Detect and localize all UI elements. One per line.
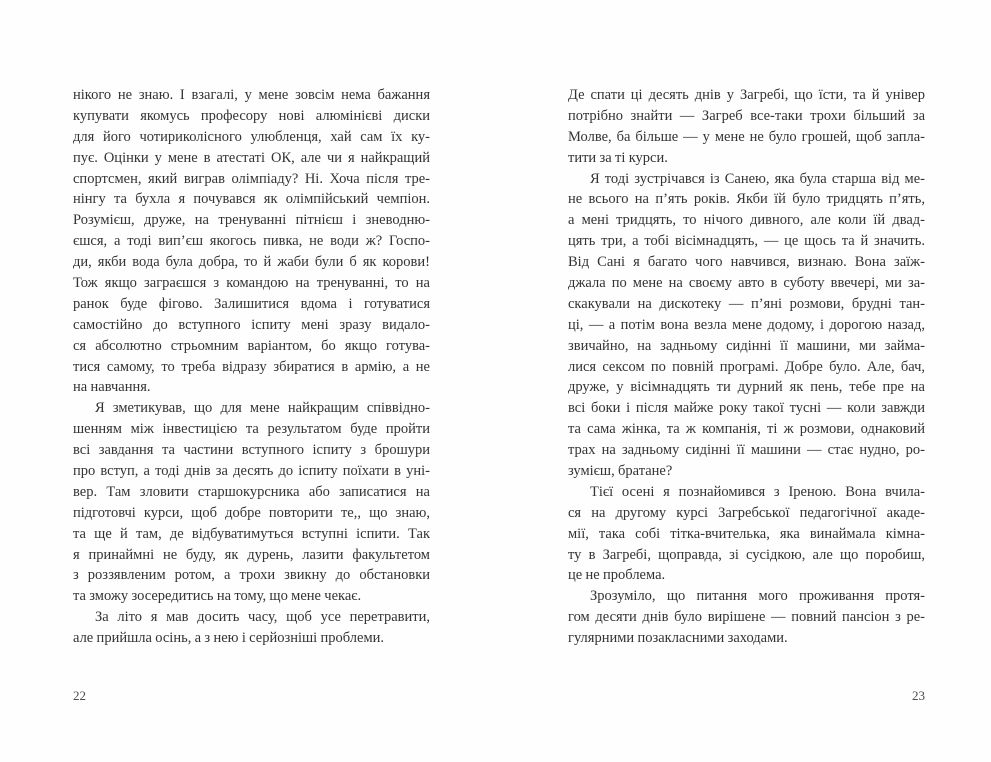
text-line: потрібно знайти — Загреб все-таки трохи більший за [568, 107, 925, 124]
text-line: ся на другому курсі Загребської педагогічної акаде- [568, 504, 925, 521]
text-line: тися самому, то треба відразу збиратися в армію, а не [73, 358, 430, 375]
text-line: Від Сані я багато чого навчився, визнаю. Вона заїж- [568, 254, 925, 271]
text-line: самостійно до вступного іспиту мені зразу видало- [73, 316, 430, 333]
page-number-right: 23 [912, 688, 925, 703]
text-line: я принаймні не буду, як дурень, лазити факультетом [73, 546, 430, 563]
text-line: Тієї осені я познайомився з Іреною. Вона вчила- [590, 483, 925, 500]
book-page-left-text [73, 85, 430, 649]
text-line: джала по мене на своєму авто в суботу ввечері, ми за- [568, 275, 925, 292]
text-line: а мені тридцять, то нічого дивного, але коли їй двад- [568, 212, 925, 229]
text-line: тити за ті курси. [568, 149, 668, 166]
text-line: ди, якби вода була добра, то й жаби були б як корови! [73, 254, 430, 271]
page-number-left: 22 [73, 688, 86, 703]
text-line: пує. Оцінки у мене в атестаті ОК, але чи я найкращий [73, 149, 430, 166]
text-line: єшся, а тоді вип’єш якогось пивка, не води ж? Госпо- [73, 233, 430, 250]
text-line: з роззявленим ротом, а трохи звикну до обстановки [73, 567, 430, 584]
text-line: це не проблема. [568, 567, 666, 584]
text-line: та зможу зосередитись на тому, що мене чекає. [73, 588, 362, 605]
text-line: та ще й там, де відбуватимуться вступні іспити. Так [73, 525, 430, 542]
text-line: Молве, ба більше — у мене не було грошей, щоб запла- [568, 128, 925, 145]
text-line: всі боки і після майже року такої тусні — коли завжди [568, 400, 925, 417]
text-line: Де спати ці десять днів у Загребі, що їсти, та й універ [568, 87, 925, 103]
text-line: гулярними позакласними заходами. [568, 630, 788, 647]
book-page-right-text [568, 85, 925, 649]
text-line: Тож якщо заграєшся з командою на тренуванні, то на [73, 275, 430, 292]
text-line: для його чотириколісного улюбленця, хай сам їх ку- [73, 128, 430, 145]
text-line: про вступ, а тоді днів за десять до іспиту поїхати в уні- [73, 463, 430, 480]
text-line: нікого не знаю. І взагалі, у мене зовсім нема бажання [73, 87, 430, 103]
text-line: нінгу та бухла я почувався як олімпійський чемпіон. [73, 191, 430, 208]
text-line: скакували на дискотеку — п’яні розмови, брудні тан- [568, 295, 925, 312]
text-line: не всього на п’ять років. Якби їй було тридцять п’ять, [568, 191, 925, 208]
text-line: підготовчі курси, щоб добре повторити те,, що знаю, [73, 504, 430, 521]
text-line: ці, — а потім вона везла мене додому, і дорогою назад, [568, 316, 925, 333]
text-line: лися сексом по повній програмі. Добре було. Але, бач, [568, 358, 925, 375]
text-line: трах на задньому сидінні її машини — стає нудно, ро- [568, 442, 925, 459]
text-line: зумієш, братане? [568, 463, 673, 480]
text-line: гом десяти днів було вирішене — повний пансіон з ре- [568, 609, 925, 626]
text-line: звичайно, на задньому сидінні її машини, ми займа- [568, 337, 925, 354]
text-line: шенням між інвестицією та результатом буде пройти [73, 421, 430, 438]
text-line: на навчання. [73, 379, 151, 396]
text-line: Я тоді зустрічався із Санею, яка була старша від ме- [590, 170, 925, 187]
text-line: цять три, а тобі вісімнадцять, — це щось та й значить. [568, 233, 925, 250]
text-line: Зрозуміло, що питання мого проживання протя- [590, 588, 925, 605]
text-line: Розумієш, друже, на тренуванні пітнієш і зневодню- [73, 212, 430, 229]
text-line: спортсмен, який виграв олімпіаду? Ні. Хоча після тре- [73, 170, 430, 187]
text-line: вер. Там зловити старшокурсника або записатися на [73, 483, 430, 500]
text-line: друже, у вісімнадцять ти дурний як пень, тебе пре на [568, 379, 925, 396]
text-line: купувати якомусь професору нові алюмінієві диски [73, 107, 430, 124]
text-line: але прийшла осінь, а з нею і серйозніші проблеми. [73, 630, 385, 647]
text-line: мії, така собі тітка-вчителька, яка винаймала кімна- [568, 525, 925, 542]
text-line: ранок буде фігово. Залишитися вдома і готуватися [73, 295, 430, 312]
text-line: ся абсолютно стрьомним варіантом, бо якщо готува- [73, 337, 430, 354]
text-line: Я зметикував, що для мене найкращим співвідно- [95, 400, 430, 417]
text-line: та сама жінка, та ж компанія, ті ж розмови, однаковий [568, 421, 925, 438]
text-line: ту в Загребі, щоправда, зі сусідкою, але що поробиш, [568, 546, 925, 563]
text-line: За літо я мав досить часу, щоб усе перетравити, [95, 609, 430, 626]
text-line: всі завдання та частини вступного іспиту з брошури [73, 442, 430, 459]
